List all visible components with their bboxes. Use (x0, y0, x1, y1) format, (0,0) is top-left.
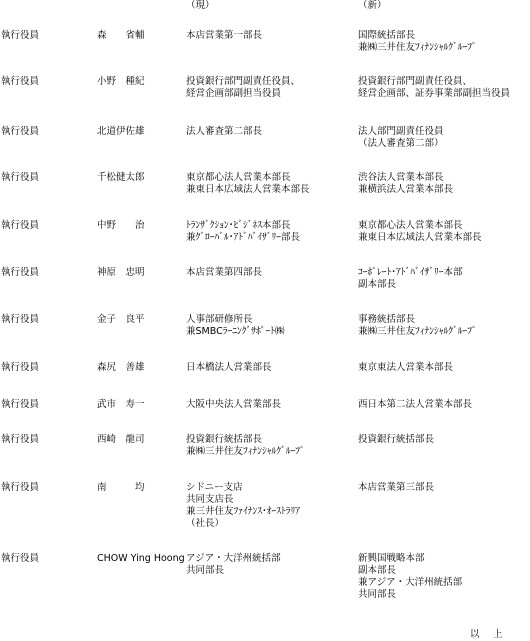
role-cell (1, 553, 39, 565)
name-cell-line: 神原 忠明 (97, 267, 145, 278)
name-cell-line: 小野 種紀 (97, 76, 145, 87)
role-cell (1, 434, 39, 446)
role-cell (1, 267, 39, 279)
current-position-cell-line: 投資銀行統括部長 (186, 434, 263, 445)
current-position-cell (186, 126, 262, 138)
role-cell (1, 362, 39, 374)
role-cell-line: 執行役員 (1, 362, 40, 373)
name-cell-line: 西崎 龍司 (97, 434, 145, 445)
new-position-cell (358, 553, 462, 601)
new-position-cell-line: ｺｰﾎﾟﾚｰﾄ･ｱﾄﾞﾊﾞｲｻﾞﾘｰ本部 (358, 267, 463, 278)
new-position-cell-line: 投資銀行部門副責任役員、 (358, 76, 473, 87)
role-cell (1, 314, 39, 326)
new-position-cell-line: 経営企画部、証券事業部副担当役員 (358, 88, 511, 99)
table-row (0, 482, 530, 542)
new-position-cell-line: 副本部長 (358, 565, 397, 576)
current-position-cell (186, 553, 281, 577)
current-position-cell-line: 法人審査第二部長 (186, 126, 263, 137)
new-position-cell-line: 東京東法人営業本部長 (358, 362, 454, 373)
name-cell (97, 482, 145, 494)
current-position-cell-line: シドニー支店 (186, 482, 243, 493)
new-position-cell-line: 法人部門副責任役員 (358, 126, 444, 137)
new-position-cell-line: 兼横浜法人営業本部長 (358, 184, 454, 195)
name-cell (97, 434, 145, 446)
role-cell-line: 執行役員 (1, 30, 40, 41)
new-position-cell-line: 副本部長 (358, 279, 397, 290)
name-cell-line: 中野 治 (97, 220, 145, 231)
name-cell-line: 南 均 (97, 482, 145, 493)
new-position-cell-line: 渋谷法人営業本部長 (358, 172, 444, 183)
new-position-cell-line: 本店営業第三部長 (358, 482, 435, 493)
role-cell (1, 220, 39, 232)
new-position-cell (358, 30, 477, 54)
role-cell (1, 30, 39, 42)
current-position-cell-line: 本店営業第一部長 (186, 30, 263, 41)
name-cell (97, 30, 145, 42)
new-position-cell-line: 兼㈱三井住友ﾌｨﾅﾝｼｬﾙｸﾞﾙｰﾌﾟ (358, 42, 477, 53)
role-cell-line: 執行役員 (1, 434, 40, 445)
current-position-cell-line: 兼SMBCﾗｰﾆﾝｸﾞｻﾎﾟｰﾄ㈱ (186, 326, 285, 337)
current-position-cell (186, 362, 272, 374)
current-position-cell (186, 434, 305, 458)
current-position-cell-line: 共同部長 (186, 565, 225, 576)
current-position-cell-line: （社長） (186, 518, 225, 529)
role-cell (1, 126, 39, 138)
role-cell (1, 482, 39, 494)
current-position-cell-line: 兼三井住友ﾌｧｲﾅﾝｽ･ｵｰｽﾄﾗﾘｱ (186, 506, 301, 517)
current-position-cell (186, 267, 262, 279)
new-position-cell (358, 267, 463, 291)
role-cell-line: 執行役員 (1, 314, 40, 325)
name-cell (97, 399, 145, 411)
new-position-cell (358, 172, 453, 196)
current-position-cell (186, 220, 300, 244)
name-cell-line: 北道伊佐雄 (97, 126, 145, 137)
name-cell-line: 金子 良平 (97, 314, 145, 325)
role-cell (1, 76, 39, 88)
role-cell-line: 執行役員 (1, 76, 40, 87)
current-position-cell (186, 76, 300, 100)
new-position-cell (358, 399, 472, 411)
new-position-cell (358, 220, 482, 244)
name-cell-line: 千松健太郎 (97, 172, 145, 183)
closing-mark: 以 上 (470, 629, 505, 640)
current-position-cell-line: 経営企画部副担当役員 (186, 88, 282, 99)
current-position-cell-line: 本店営業第四部長 (186, 267, 263, 278)
current-position-cell (186, 30, 262, 42)
current-position-cell-line: 兼東日本広域法人営業本部長 (186, 184, 310, 195)
new-position-cell-line: 共同部長 (358, 589, 397, 600)
role-cell-line: 執行役員 (1, 172, 40, 183)
header-new: （新） (358, 0, 387, 11)
current-position-cell-line: 大阪中央法人営業部長 (186, 399, 282, 410)
new-position-cell-line: 新興国戦略本部 (358, 553, 425, 564)
name-cell-line: 森尻 善雄 (97, 362, 145, 373)
name-cell (97, 267, 145, 279)
name-cell (97, 126, 145, 138)
new-position-cell (358, 314, 477, 338)
table-row (0, 553, 530, 613)
role-cell-line: 執行役員 (1, 553, 40, 564)
role-cell-line: 執行役員 (1, 399, 40, 410)
current-position-cell-line: 人事部研修所長 (186, 314, 253, 325)
role-cell-line: 執行役員 (1, 220, 40, 231)
name-cell-line: 森 省輔 (97, 30, 145, 41)
name-cell (97, 362, 145, 374)
new-position-cell (358, 434, 434, 446)
new-position-cell-line: 国際統括部長 (358, 30, 416, 41)
current-position-cell-line: 兼ｸﾞﾛｰﾊﾞﾙ･ｱﾄﾞﾊﾞｲｻﾞﾘｰ部長 (186, 232, 301, 243)
name-cell (97, 76, 145, 88)
name-cell-line: 武市 寿一 (97, 399, 145, 410)
new-position-cell (358, 482, 434, 494)
role-cell-line: 執行役員 (1, 482, 40, 493)
role-cell-line: 執行役員 (1, 126, 40, 137)
new-position-cell-line: （法人審査第二部） (358, 138, 444, 149)
new-position-cell-line: 投資銀行統括部長 (358, 434, 435, 445)
name-cell (97, 220, 145, 232)
current-position-cell (186, 399, 281, 411)
new-position-cell (358, 362, 453, 374)
current-position-cell (186, 482, 300, 530)
role-cell (1, 172, 39, 184)
new-position-cell-line: 事務統括部長 (358, 314, 416, 325)
new-position-cell-line: 西日本第二法人営業本部長 (358, 399, 473, 410)
role-cell-line: 執行役員 (1, 267, 40, 278)
new-position-cell (358, 76, 510, 100)
new-position-cell-line: 兼㈱三井住友ﾌｨﾅﾝｼｬﾙｸﾞﾙｰﾌﾟ (358, 326, 477, 337)
current-position-cell-line: ﾄﾗﾝｻﾞｸｼｮﾝ･ﾋﾞｼﾞﾈｽ本部長 (186, 220, 291, 231)
role-cell (1, 399, 39, 411)
current-position-cell-line: アジア・大洋州統括部 (186, 553, 281, 564)
name-cell (97, 553, 185, 565)
current-position-cell (186, 314, 284, 338)
current-position-cell-line: 東京都心法人営業本部長 (186, 172, 291, 183)
new-position-cell-line: 兼アジア・大洋州統括部 (358, 577, 463, 588)
current-position-cell-line: 日本橋法人営業部長 (186, 362, 272, 373)
current-position-cell-line: 投資銀行部門副責任役員、 (186, 76, 301, 87)
name-cell (97, 314, 145, 326)
name-cell-line: CHOW Ying Hoong (97, 553, 185, 564)
current-position-cell-line: 共同支店長 (186, 494, 234, 505)
current-position-cell-line: 兼㈱三井住友ﾌｨﾅﾝｼｬﾙｸﾞﾙｰﾌﾟ (186, 446, 305, 457)
new-position-cell (358, 126, 444, 150)
new-position-cell-line: 兼東日本広域法人営業本部長 (358, 232, 482, 243)
new-position-cell-line: 東京都心法人営業本部長 (358, 220, 463, 231)
name-cell (97, 172, 145, 184)
header-current: （現） (186, 0, 215, 11)
current-position-cell (186, 172, 310, 196)
